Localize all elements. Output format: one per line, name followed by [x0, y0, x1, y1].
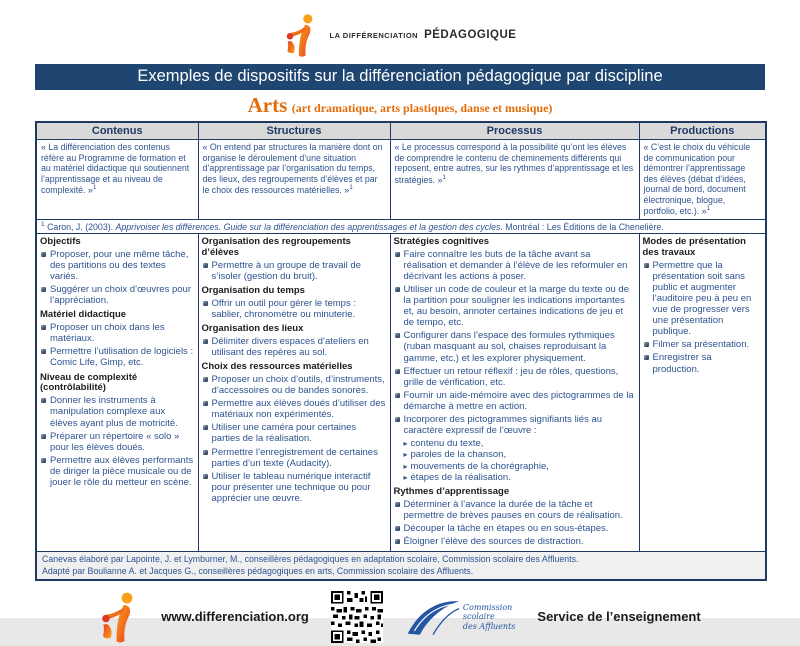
section-heading: Matériel didactique: [40, 309, 127, 321]
sub-bullet-text: étapes de la réalisation.: [410, 471, 511, 483]
square-bullet-icon: [41, 287, 46, 292]
section-heading: Niveau de complexité (contrôlabilité): [40, 371, 138, 394]
square-bullet-icon: [41, 349, 46, 354]
bullet-item: [395, 414, 635, 436]
bullet-text: Donner les instruments à manipulation complexe aux élèves ayant plus de motricité.: [50, 395, 178, 429]
bullet-list: [202, 260, 386, 282]
square-bullet-icon: [41, 252, 46, 257]
sub-bullet-item: [404, 472, 635, 483]
bullet-item: [395, 499, 635, 521]
bullet-item: [41, 284, 194, 306]
bullet-item: [203, 447, 386, 469]
bullet-list: [202, 336, 386, 358]
bullet-text: Découper la tâche en étapes ou en sous-étapes.: [403, 522, 609, 534]
bullet-item: [203, 422, 386, 444]
bullet-text: Déterminer à l’avance la durée de la tâche et permettre de brèves pauses en cours de réalisation.: [403, 498, 623, 521]
bullet-item: [644, 339, 762, 350]
discipline-name: Arts: [247, 93, 288, 117]
section-heading: Organisation des regroupements d’élèves: [201, 235, 351, 258]
bullet-item: [41, 395, 194, 428]
square-bullet-icon: [395, 369, 400, 374]
square-bullet-icon: [395, 393, 400, 398]
qr-code-icon: [331, 591, 383, 643]
bullet-text: Préparer un répertoire « solo » pour les élèves doués.: [50, 430, 180, 453]
footnote-ref: 1: [349, 184, 353, 192]
bullet-item: [395, 523, 635, 534]
bullet-list: [643, 260, 762, 375]
top-brand: [0, 0, 800, 60]
website-label: www.differenciation.org: [161, 609, 309, 625]
bullet-text: Proposer, pour une même tâche, des partitions ou des textes variés.: [50, 248, 189, 282]
section-heading: Organisation des lieux: [201, 322, 304, 334]
bullet-item: [644, 260, 762, 338]
bullet-list: [394, 499, 635, 547]
square-bullet-icon: [203, 301, 208, 306]
bullet-item: [203, 336, 386, 358]
square-bullet-icon: [395, 502, 400, 507]
square-bullet-icon: [395, 333, 400, 338]
section: [202, 324, 386, 358]
column-header-contenus: Contenus: [36, 122, 198, 140]
bullet-text: Proposer un choix dans les matériaux.: [50, 322, 165, 345]
brand-wordmark: [330, 29, 517, 41]
bullet-text: Utiliser un code de couleur et la marge du texte ou de la partition pour souligner les indications importantes et, au besoin, annoter certaines indications de jeu et de tempo, etc.: [403, 283, 629, 329]
brand-text-large: PÉDAGOGIQUE: [424, 29, 517, 41]
bullet-text: Effectuer un retour réflexif : jeu de rôles, questions, grille de vérification, etc.: [403, 365, 619, 388]
main-cell-processus: [390, 233, 639, 551]
section: [643, 237, 762, 375]
sub-bullet-text: mouvements de la chorégraphie,: [410, 460, 549, 472]
commission-word-1: Commission: [462, 603, 513, 613]
bullet-item: [41, 346, 194, 368]
definition-quote-row: [36, 140, 766, 220]
bullet-text: Faire connaître les buts de la tâche avant sa réalisation et demander à l’élève de les reformuler en décrivant les actions à poser.: [403, 248, 628, 282]
section: [40, 237, 194, 306]
column-header-structures: Structures: [198, 122, 390, 140]
bullet-text: Incorporer des pictogrammes signifiants liés au caractère expressif de l’œuvre :: [403, 414, 603, 437]
bullet-text: Suggérer un choix d’œuvres pour l’appréciation.: [50, 283, 191, 307]
square-bullet-icon: [395, 252, 400, 257]
bullet-list: [202, 298, 386, 320]
bullet-text: Délimiter divers espaces d’ateliers en utilisant des repères au sol.: [211, 335, 369, 358]
section-heading: Modes de présentation des travaux: [642, 235, 746, 258]
differentiation-table: [35, 121, 767, 581]
section: [394, 487, 635, 547]
square-bullet-icon: [203, 450, 208, 455]
main-cell-contenus: [36, 233, 198, 551]
credits: [36, 552, 766, 580]
bullet-item: [395, 284, 635, 328]
main-cell-structures: [198, 233, 390, 551]
column-header-processus: Processus: [390, 122, 639, 140]
sub-bullet-item: [404, 449, 635, 460]
sub-bullet-item: [404, 438, 635, 449]
square-bullet-icon: [644, 342, 649, 347]
footnote-ref: 1: [706, 205, 711, 213]
quote-structures: « On entend par structures la manière dont on organise le déroulement d’une situation d’apprentissage par l’organisation du temps, des lieux, des regroupements d’élèves et par le choix des ressources matérielles. »$^1$: [198, 140, 390, 220]
bullet-item: [41, 322, 194, 344]
main-cell-productions: [639, 233, 766, 551]
section: [202, 237, 386, 282]
bullet-list: [202, 374, 386, 504]
bullet-item: [203, 374, 386, 396]
footnote-row: [36, 219, 766, 233]
strategies-row: [36, 233, 766, 551]
bullet-text: Permettre l’enregistrement de certaines parties d’un texte (Audacity).: [211, 446, 378, 469]
section-heading: Organisation du temps: [201, 284, 305, 296]
bullet-text: Permettre aux élèves doués d’utiliser des matériaux non expérimentés.: [211, 398, 386, 421]
triangle-bullet-icon: ▸: [403, 461, 408, 471]
bullet-item: [203, 471, 386, 504]
sub-bullet-text: paroles de la chanson,: [410, 449, 507, 461]
triangle-bullet-icon: ▸: [403, 439, 408, 449]
bullet-item: [395, 536, 635, 547]
bullet-text: Offrir un outil pour gérer le temps : sablier, chronomètre ou minuterie.: [211, 297, 356, 320]
credit-line-1: Canevas élaboré par Lapointe, J. et Lymburner, M., conseillères pédagogiques en adaptation scolaire, Commission scolaire des Affluents.: [42, 554, 579, 565]
bullet-text: Configurer dans l’espace des formules rythmiques (ruban masquant au sol, chaises reproduisant la gamme, etc.) et les explorer physiquement.: [403, 330, 615, 364]
section: [202, 362, 386, 504]
square-bullet-icon: [203, 263, 208, 268]
footnote-ref: 1: [442, 173, 447, 181]
bullet-item: [395, 330, 635, 363]
square-bullet-icon: [203, 425, 208, 430]
bullet-text: Utiliser le tableau numérique interactif pour présenter une technique ou pour apprécier une œuvre.: [211, 470, 371, 505]
bullet-text: Permettre à un groupe de travail de s’isoler (gestion du bruit).: [211, 259, 361, 282]
square-bullet-icon: [203, 401, 208, 406]
commission-scolaire-logo: [405, 597, 516, 637]
commission-swoosh-icon: [405, 597, 461, 637]
square-bullet-icon: [395, 539, 400, 544]
section-heading: Choix des ressources matérielles: [201, 361, 353, 373]
square-bullet-icon: [41, 458, 46, 463]
brand-text-small: LA DIFFÉRENCIATION: [329, 31, 419, 40]
square-bullet-icon: [395, 287, 400, 292]
footnote-ref: 1: [92, 184, 97, 192]
bullet-item: [395, 390, 635, 412]
bullet-item: [395, 249, 635, 282]
bullet-list: [40, 249, 194, 307]
column-header-productions: Productions: [639, 122, 766, 140]
reference-footnote: $^1$ Caron, J. (2003). Apprivoiser les différences. Guide sur la différenciation des apprentissages et la gestion des cycles. Montréal : Les Éditions de la Chenelière.: [36, 219, 766, 233]
square-bullet-icon: [395, 526, 400, 531]
sub-bullet-item: [404, 461, 635, 472]
bullet-item: [41, 249, 194, 282]
section-heading: Objectifs: [40, 235, 81, 247]
bullet-text: Filmer sa présentation.: [652, 339, 750, 351]
bullet-text: Utiliser une caméra pour certaines parties de la réalisation.: [211, 422, 357, 445]
square-bullet-icon: [41, 325, 46, 330]
service-label: Service de l’enseignement: [537, 609, 701, 625]
bullet-list: [40, 395, 194, 488]
section-heading: Stratégies cognitives: [393, 235, 490, 247]
bullet-text: Fournir un aide-mémoire avec des pictogrammes de la démarche à mettre en action.: [403, 389, 634, 413]
differenciation-logo-icon: [284, 11, 318, 59]
differenciation-logo-icon: [99, 589, 139, 645]
section: [40, 373, 194, 489]
sub-bullet-list: [404, 438, 635, 482]
footer: [0, 588, 800, 646]
bullet-item: [395, 366, 635, 388]
section-heading: Rythmes d’apprentissage: [393, 485, 510, 497]
commission-wordmark: [463, 603, 516, 631]
square-bullet-icon: [644, 355, 649, 360]
page-title-banner: Exemples de dispositifs sur la différenciation pédagogique par discipline: [35, 64, 765, 90]
section: [394, 237, 635, 483]
triangle-bullet-icon: ▸: [403, 450, 408, 460]
bullet-item: [203, 260, 386, 282]
bullet-item: [644, 352, 762, 374]
section: [40, 310, 194, 368]
commission-word-3: des Affluents: [462, 621, 516, 631]
square-bullet-icon: [395, 417, 400, 422]
sub-bullet-text: contenu du texte,: [410, 438, 484, 450]
section: [202, 286, 386, 320]
bullet-text: Permettre l’utilisation de logiciels : Comic Life, Gimp, etc.: [50, 346, 194, 369]
quote-processus: « Le processus correspond à la possibilité qu’ont les élèves de comprendre le contenu de cheminements différents qui reposent, entre autres, sur les rythmes d’apprentissage et les stratégies. »$^1$: [390, 140, 639, 220]
discipline-detail: (art dramatique, arts plastiques, danse et musique): [291, 101, 553, 115]
bullet-text: Permettre aux élèves performants de diriger la pièce musicale ou de jouer le rôle du metteur en scène.: [50, 454, 194, 489]
square-bullet-icon: [203, 474, 208, 479]
square-bullet-icon: [203, 339, 208, 344]
bullet-item: [203, 398, 386, 420]
bullet-text: Enregistrer sa production.: [652, 352, 712, 375]
square-bullet-icon: [41, 398, 46, 403]
square-bullet-icon: [41, 434, 46, 439]
table-header-row: [36, 122, 766, 140]
bullet-text: Éloigner l’élève des sources de distraction.: [403, 536, 584, 548]
bullet-text: Proposer un choix d’outils, d’instruments, d’accessoires ou de bandes sonores.: [211, 373, 385, 397]
triangle-bullet-icon: ▸: [403, 472, 408, 482]
quote-productions: « C’est le choix du véhicule de communication pour démontrer l’apprentissage des élèves (débat d’idées, journal de bord, document électronique, blogue, portfolio, etc.). »$^1$: [639, 140, 766, 220]
bullet-list: [40, 322, 194, 368]
commission-word-2: scolaire: [462, 612, 495, 622]
bullet-item: [41, 455, 194, 488]
discipline-title: [0, 93, 800, 118]
square-bullet-icon: [644, 263, 649, 268]
bullet-text: Permettre que la présentation soit sans public et augmenter l’auditoire peu à peu en vue de progresser vers une présentation publique.: [652, 259, 752, 338]
quote-contenus: « La différenciation des contenus réfère au Programme de formation et au matériel didactique qui soutiennent l’apprentissage et au niveau de complexité. »$^1$: [36, 140, 198, 220]
credits-row: [36, 552, 766, 580]
bullet-item: [41, 431, 194, 453]
bullet-item: [203, 298, 386, 320]
bullet-list: [394, 249, 635, 483]
square-bullet-icon: [203, 377, 208, 382]
credit-line-2: Adapté par Boulianne A. et Jacques G., conseillères pédagogiques en arts, Commission scolaire des Affluents.: [42, 565, 474, 576]
